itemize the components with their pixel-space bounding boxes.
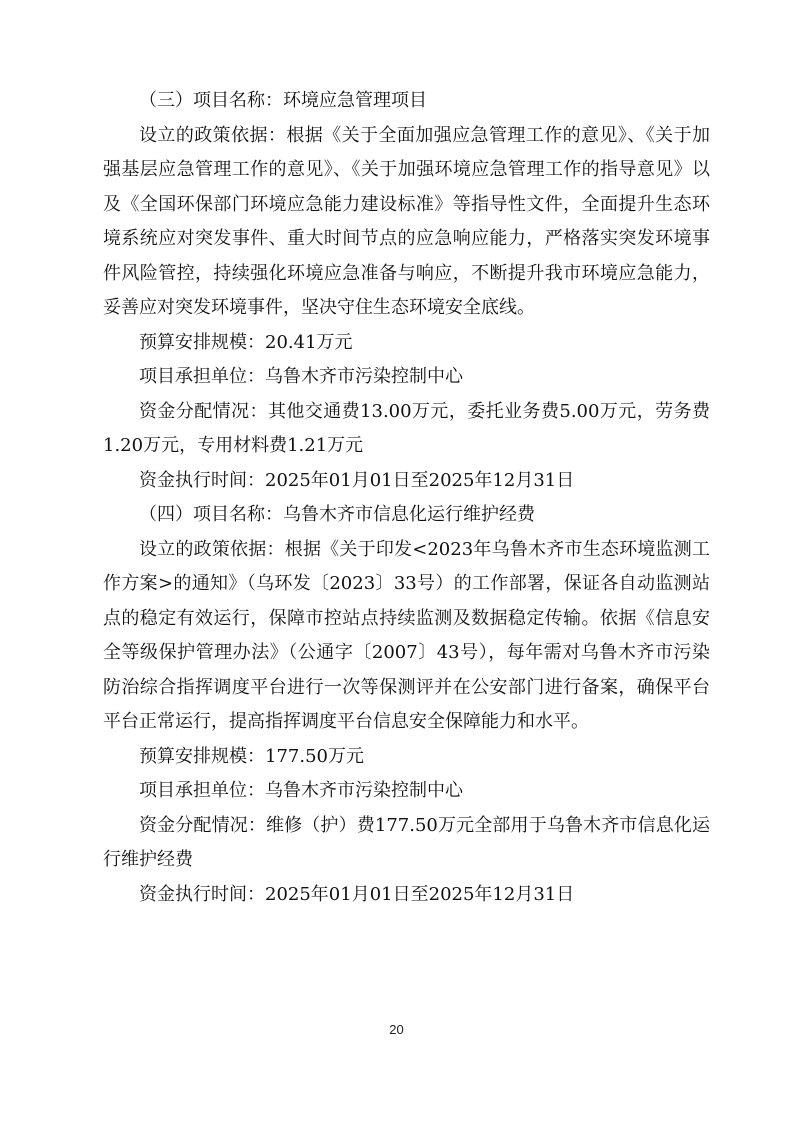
section-4-budget-scale: 预算安排规模：177.50万元 — [139, 745, 364, 767]
section-4-policy-basis: 设立的政策依据：根据《关于印发<2023年乌鲁木齐市生态环境监测工作方案>的通知》（乌环发〔2023〕33号）的工作部署，保证各自动监测站点的稳定有效运行，保障市控站点持续监测及数据稳定传输。依据《信息安全等级保护管理办法》（公通字〔2007〕43号），每年需对乌鲁木齐市污染防治综合指挥调度平台进行一次等保测评并在公安部门进行备案，确保平台平台正常运行，提高指挥调度平台信息安全保障能力和水平。 — [103, 538, 710, 732]
page-content — [103, 84, 710, 912]
section-4-heading: （四）项目名称：乌鲁木齐市信息化运行维护经费 — [139, 504, 535, 525]
section-3-budget-scale: 预算安排规模：20.41万元 — [139, 331, 353, 353]
section-4-execution-time: 资金执行时间：2025年01月01日至2025年12月31日 — [139, 883, 575, 905]
section-4-undertaking-unit: 项目承担单位：乌鲁木齐市污染控制中心 — [139, 780, 463, 801]
section-4-fund-allocation: 资金分配情况：维修（护）费177.50万元全部用于乌鲁木齐市信息化运行维护经费 — [103, 814, 710, 870]
section-3-fund-allocation: 资金分配情况：其他交通费13.00万元，委托业务费5.00万元，劳务费1.20万元，专用材料费1.21万元 — [103, 400, 710, 456]
section-3-execution-time: 资金执行时间：2025年01月01日至2025年12月31日 — [139, 469, 575, 491]
page-number: 20 — [389, 1022, 404, 1037]
section-3-undertaking-unit: 项目承担单位：乌鲁木齐市污染控制中心 — [139, 366, 463, 387]
section-3-heading: （三）项目名称：环境应急管理项目 — [139, 90, 427, 111]
section-3-policy-basis: 设立的政策依据：根据《关于全面加强应急管理工作的意见》、《关于加强基层应急管理工作的意见》、《关于加强环境应急管理工作的指导意见》以及《全国环保部门环境应急能力建设标准》等指导性文件，全面提升生态环境系统应对突发事件、重大时间节点的应急响应能力，严格落实突发环境事件风险管控，持续强化环境应急准备与响应，不断提升我市环境应急能力，妥善应对突发环境事件，坚决守住生态环境安全底线。 — [103, 124, 710, 318]
